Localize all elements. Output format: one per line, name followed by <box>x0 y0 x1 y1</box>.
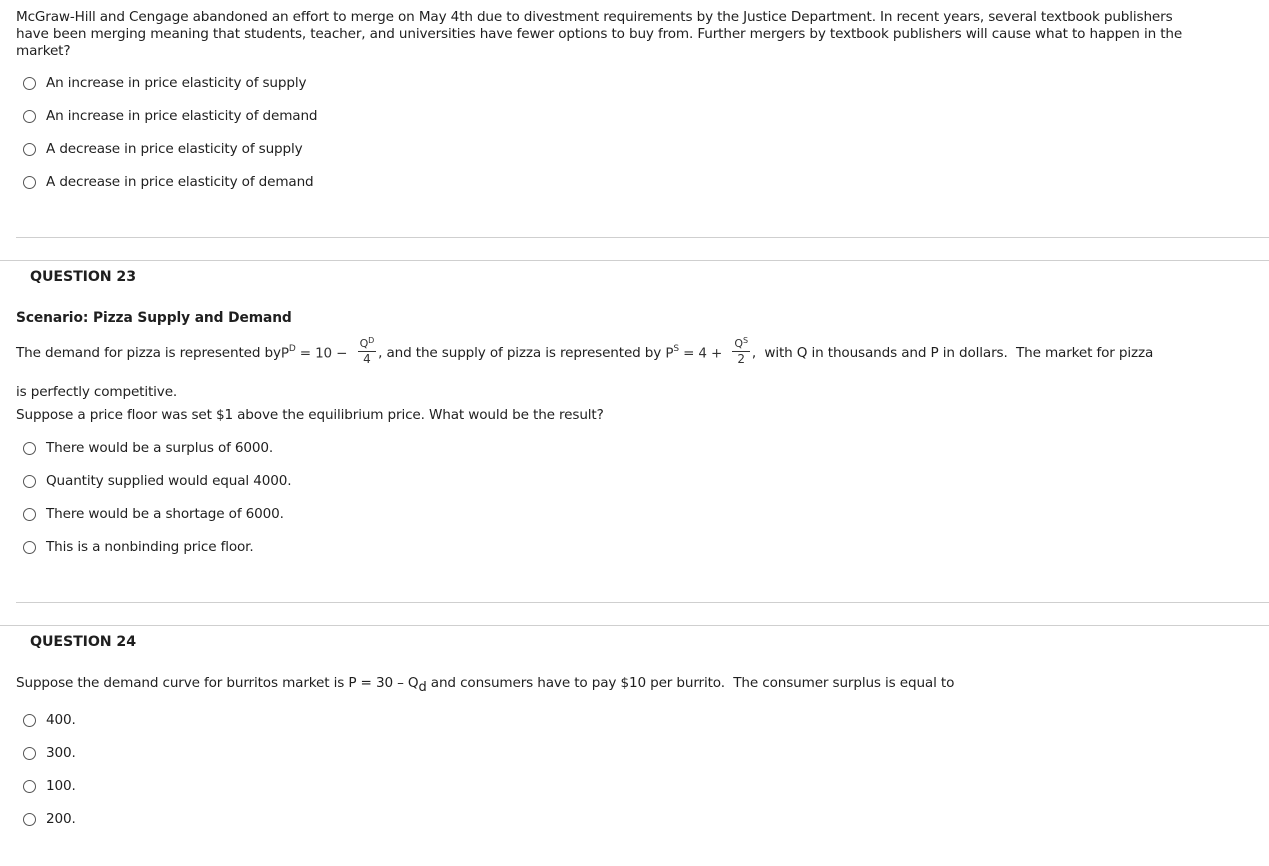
supply-fraction: $\frac{Q^S}{2}$ <box>734 335 748 366</box>
option-label: An increase in price elasticity of supply <box>46 75 307 91</box>
divider <box>16 237 1269 238</box>
option-label: 200. <box>46 811 76 827</box>
option-label: 400. <box>46 712 76 728</box>
q22-option-4[interactable] <box>23 172 314 192</box>
q23-option-1[interactable] <box>23 438 273 458</box>
radio-button[interactable] <box>23 77 36 90</box>
option-label: There would be a shortage of 6000. <box>46 506 284 522</box>
scenario-title: Scenario: Pizza Supply and Demand <box>16 310 292 326</box>
option-label: Quantity supplied would equal 4000. <box>46 473 292 489</box>
radio-button[interactable] <box>23 747 36 760</box>
option-label: A decrease in price elasticity of demand <box>46 174 314 190</box>
q24-option-4[interactable] <box>23 809 76 829</box>
radio-button[interactable] <box>23 475 36 488</box>
radio-button[interactable] <box>23 714 36 727</box>
q22-option-1[interactable] <box>23 73 306 93</box>
divider <box>16 602 1269 603</box>
question-24-header: QUESTION 24 <box>30 634 136 650</box>
option-label: 300. <box>46 745 76 761</box>
option-label: 100. <box>46 778 76 794</box>
q23-option-4[interactable] <box>23 537 254 557</box>
radio-button[interactable] <box>23 508 36 521</box>
q23-option-2[interactable] <box>23 471 291 491</box>
q24-option-3[interactable] <box>23 776 76 796</box>
radio-button[interactable] <box>23 110 36 123</box>
radio-button[interactable] <box>23 780 36 793</box>
option-label: There would be a surplus of 6000. <box>46 440 274 456</box>
q23-option-3[interactable] <box>23 504 284 524</box>
question-separator <box>0 625 1269 626</box>
question-23-text-line2: is perfectly competitive. <box>16 384 178 400</box>
question-23-header: QUESTION 23 <box>30 269 136 285</box>
supply-equation: $P^S = 4$ + $\frac{Q^S}{2}$ <box>665 335 748 366</box>
question-23-equation-line: The demand for pizza is represented by $P^D = 10$ − $\frac{Q^D}{4}$ , and the supply of pizza is represented by $P^S = 4$ + $\frac{Q^S}{2}$ , with Q in thousands and P in dollars. The market for pizza <box>16 335 1154 366</box>
question-separator <box>0 260 1269 261</box>
question-22-text: McGraw-Hill and Cengage abandoned an effort to merge on May 4th due to divestment requirements by the Justice Department. In recent years, several textbook publishers have been merging meaning that students, teacher, and universities have fewer options to buy from. Further mergers by textbook publishers will cause what to happen in the market? <box>16 9 1183 59</box>
option-label: A decrease in price elasticity of supply <box>46 141 303 157</box>
demand-equation: $P^D = 10$ − $\frac{Q^D}{4}$ <box>280 335 375 366</box>
radio-button[interactable] <box>23 541 36 554</box>
radio-button[interactable] <box>23 176 36 189</box>
demand-fraction: $\frac{Q^D}{4}$ <box>359 335 375 366</box>
option-label: This is a nonbinding price floor. <box>46 539 254 555</box>
question-24-text: Suppose the demand curve for burritos market is P = 30 – Qd and consumers have to pay $10 per burrito. The consumer surplus is equal to <box>16 675 955 695</box>
radio-button[interactable] <box>23 813 36 826</box>
q24-option-2[interactable] <box>23 743 76 763</box>
q22-option-2[interactable] <box>23 106 317 126</box>
radio-button[interactable] <box>23 143 36 156</box>
q24-option-1[interactable] <box>23 710 76 730</box>
q22-option-3[interactable] <box>23 139 303 159</box>
question-23-prompt: Suppose a price floor was set $1 above the equilibrium price. What would be the result? <box>16 407 604 423</box>
option-label: An increase in price elasticity of demand <box>46 108 318 124</box>
radio-button[interactable] <box>23 442 36 455</box>
